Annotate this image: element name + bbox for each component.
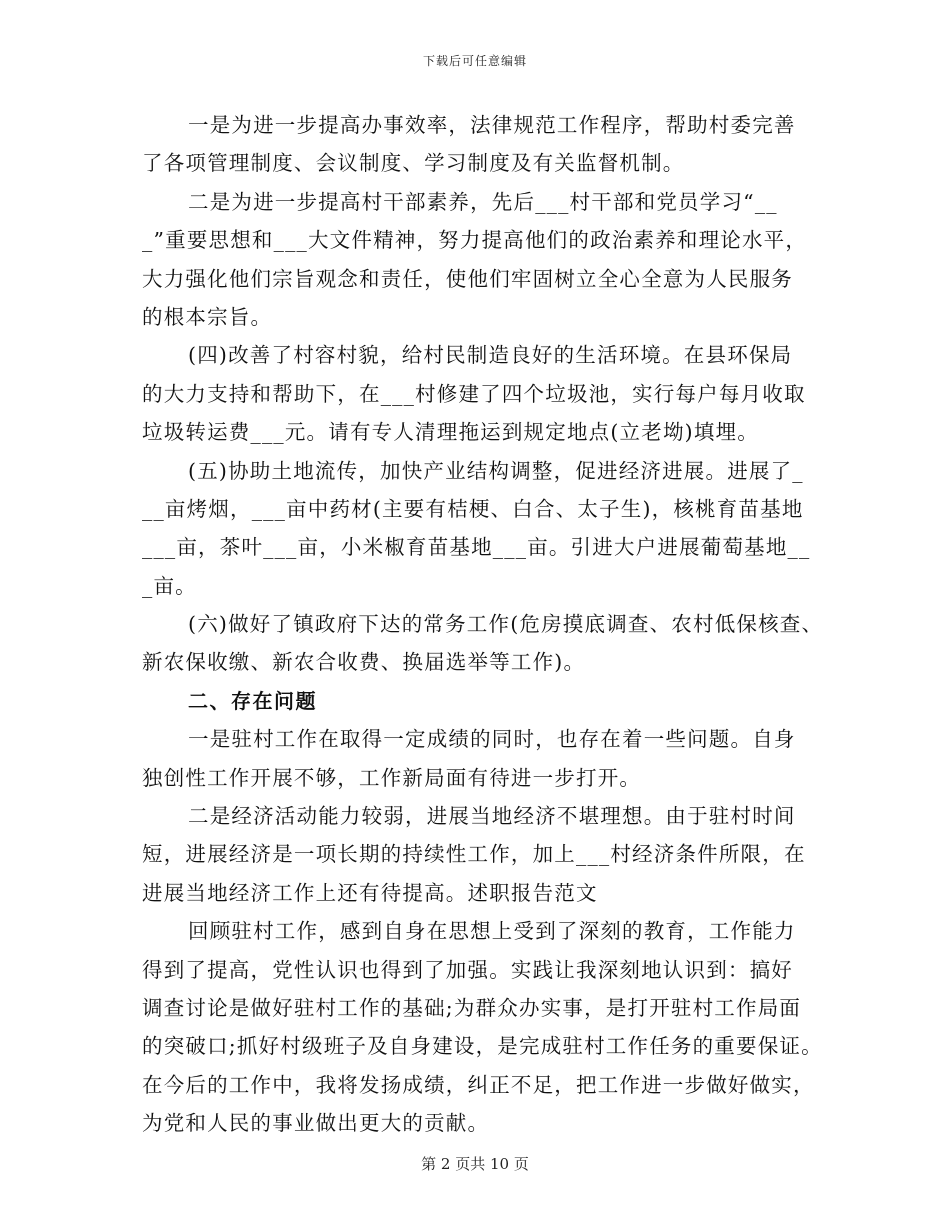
text-line: 独创性工作开展不够，工作新局面有待进一步打开。 [142, 765, 642, 790]
text-line: 垃圾转运费___元。请有专人清理拖运到规定地点(立老坳)填埋。 [142, 420, 759, 445]
document-body [142, 106, 824, 1143]
text-line: 了各项管理制度、会议制度、学习制度及有关监督机制。 [142, 151, 685, 176]
text-line: 调查讨论是做好驻村工作的基础;为群众办实事，是打开驻村工作局面 [142, 995, 802, 1020]
text-line: (四)改善了村容村貌，给村民制造良好的生活环境。在县环保局 [188, 343, 793, 368]
text-line: _亩。 [142, 573, 197, 598]
text-line: 的大力支持和帮助下，在___村修建了四个垃圾池，实行每户每月收取 [142, 381, 806, 406]
text-line: _”重要思想和___大文件精神，努力提高他们的政治素养和理论水平， [142, 228, 808, 253]
text-line: (五)协助土地流传，加快产业结构调整，促进经济进展。进展了_ [188, 458, 804, 483]
text-line: 大力强化他们宗旨观念和责任，使他们牢固树立全心全意为人民服务 [142, 266, 793, 291]
text-line: 二是为进一步提高村干部素养，先后___村干部和党员学习“__ [188, 189, 778, 214]
text-line: 在今后的工作中，我将发扬成绩，纠正不足，把工作进一步做好做实， [142, 1072, 815, 1097]
text-line: 一是为进一步提高办事效率，法律规范工作程序，帮助村委完善 [188, 113, 796, 137]
text-line: 二是经济活动能力较弱，进展当地经济不堪理想。由于驻村时间 [188, 804, 796, 829]
text-line: __亩烤烟，___亩中药材(主要有桔梗、白合、太子生)，核桃育苗基地 [142, 496, 804, 521]
text-line: 新农保收缴、新农合收费、换届选举等工作)。 [142, 650, 586, 675]
text-line: 进展当地经济工作上还有待提高。述职报告范文 [142, 880, 598, 905]
text-line: 的根本宗旨。 [142, 304, 273, 329]
text-line: 得到了提高，党性认识也得到了加强。实践让我深刻地认识到：搞好 [142, 957, 793, 982]
text-line: (六)做好了镇政府下达的常务工作(危房摸底调查、农村低保核查、 [188, 612, 824, 637]
text-line: 的突破口;抓好村级班子及自身建设，是完成驻村工作任务的重要保证。 [142, 1034, 823, 1059]
text-line: 回顾驻村工作，感到自身在思想上受到了深刻的教育，工作能力 [188, 919, 796, 944]
text-line: ___亩，茶叶___亩，小米椒育苗基地___亩。引进大户进展葡萄基地__ [142, 535, 811, 560]
page-footer: 第 2 页共 10 页 [421, 1155, 529, 1173]
page-header: 下载后可任意编辑 [422, 54, 527, 68]
text-line: 一是驻村工作在取得一定成绩的同时，也存在着一些问题。自身 [188, 727, 796, 752]
text-line: 为党和人民的事业做出更大的贡献。 [142, 1111, 490, 1136]
section-heading: 二、存在问题 [188, 688, 317, 713]
text-line: 短，进展经济是一项长期的持续性工作，加上___村经济条件所限，在 [142, 842, 806, 867]
